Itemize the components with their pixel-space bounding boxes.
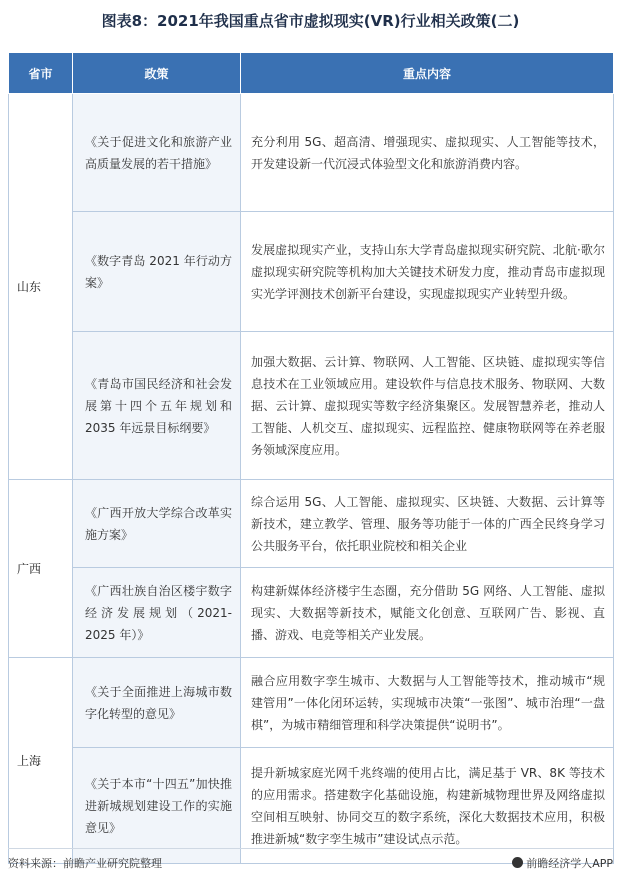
content-cell: 综合运用 5G、人工智能、虚拟现实、区块链、大数据、云计算等新技术，建立教学、管理、服务等功能于一体的广西全民终身学习公共服务平台，依托职业院校和相关企业 [241,480,614,568]
table-row [9,568,614,658]
policy-cell: 《广西壮族自治区楼宇数字经济发展规划（2021-2025 年）》 [73,568,241,658]
table-row [9,480,614,568]
content-cell: 充分利用 5G、超高清、增强现实、虚拟现实、人工智能等技术，开发建设新一代沉浸式体验型文化和旅游消费内容。 [241,94,614,212]
table-row [9,748,614,864]
content-cell: 加强大数据、云计算、物联网、人工智能、区块链、虚拟现实等信息技术在工业领域应用。建设软件与信息技术服务、物联网、大数据、云计算、虚拟现实等数字经济集聚区。发展智慧养老，推动人工智能、人机交互、虚拟现实、远程监控、健康物联网等在养老服务领域深度应用。 [241,332,614,480]
table-row [9,94,614,212]
content-cell: 提升新城家庭光网千兆终端的使用占比，满足基于 VR、8K 等技术的应用需求。搭建数字化基础设施，构建新城物理世界及网络虚拟空间相互映射、协同交互的数字系统，深化大数据技术应用，积极推进新城“数字孪生城市”建设试点示范。 [241,748,614,864]
policy-cell: 《数字青岛 2021 年行动方案》 [73,212,241,332]
qianzhan-logo-icon [512,857,523,868]
table-row [9,212,614,332]
table-row [9,658,614,748]
policy-cell: 《广西开放大学综合改革实施方案》 [73,480,241,568]
footer [8,852,613,876]
table-header-row [9,53,614,94]
header-policy: 政策 [73,53,241,94]
policy-cell: 《关于本市“十四五”加快推进新城规划建设工作的实施意见》 [73,748,241,864]
source-note: 资料来源：前瞻产业研究院整理 [8,857,162,870]
province-cell: 上海 [9,658,73,864]
province-cell: 广西 [9,480,73,658]
brand-label: 前瞻经济学人APP [526,857,613,870]
policy-cell: 《关于促进文化和旅游产业高质量发展的若干措施》 [73,94,241,212]
province-cell: 山东 [9,94,73,480]
footer-divider [8,848,613,849]
policy-table [8,52,614,864]
content-cell: 融合应用数字孪生城市、大数据与人工智能等技术，推动城市“规建管用”一体化闭环运转，实现城市决策“一张图”、城市治理“一盘棋”，为城市精细管理和科学决策提供“说明书”。 [241,658,614,748]
content-cell: 构建新媒体经济楼宇生态圈，充分借助 5G 网络、人工智能、虚拟现实、大数据等新技术，赋能文化创意、互联网广告、影视、直播、游戏、电竞等相关产业发展。 [241,568,614,658]
content-cell: 发展虚拟现实产业，支持山东大学青岛虚拟现实研究院、北航·歌尔虚拟现实研究院等机构加大关键技术研发力度，推动青岛市虚拟现实光学评测技术创新平台建设，实现虚拟现实产业转型升级。 [241,212,614,332]
brand [512,852,613,876]
header-content: 重点内容 [241,53,614,94]
policy-cell: 《关于全面推进上海城市数字化转型的意见》 [73,658,241,748]
table-row [9,332,614,480]
policy-cell: 《青岛市国民经济和社会发展第十四个五年规划和2035 年远景目标纲要》 [73,332,241,480]
header-province: 省市 [9,53,73,94]
page-title: 图表8：2021年我国重点省市虚拟现实(VR)行业相关政策(二) [101,12,520,30]
